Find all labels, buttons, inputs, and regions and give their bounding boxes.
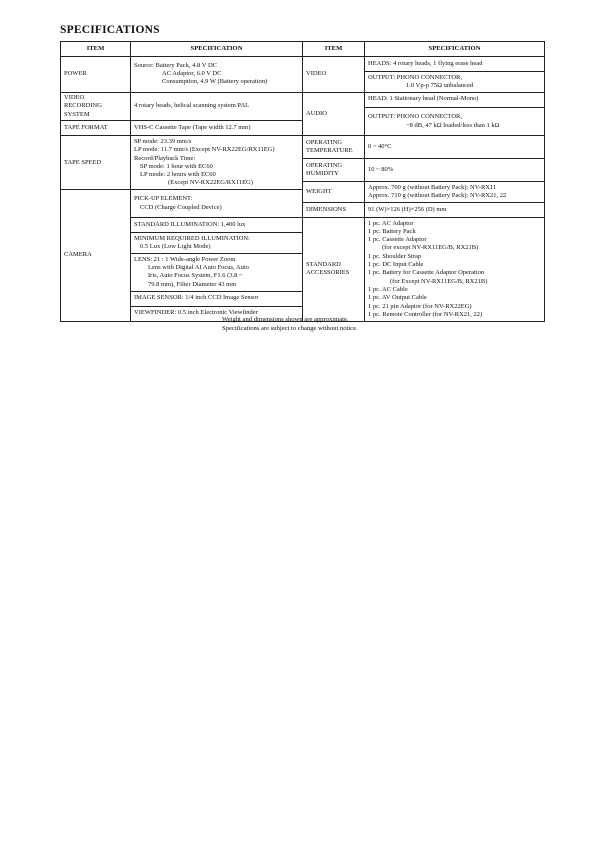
footnote: Weight and dimensions shown are approximate. [222, 316, 349, 323]
video-label: VIDEO [303, 57, 365, 93]
weight-value: Approx. 700 g (without Battery Pack): NV-RX11 Approx. 710 g (without Battery Pack): NV-RX21, 22 [365, 182, 545, 203]
camera-lens-value: LENS: 21 : 1 Wide-angle Power Zoom Lens with Digital AI Auto Focus, Auto Iris, Auto Focus System, F1.6 (3.8 ~ 79.8 mm), Filter Diameter 43 mm [131, 253, 303, 291]
audio-head-value: HEAD: 1 Stationary head (Normal-Mono) [365, 92, 545, 107]
dimensions-value: 91 (W)×126 (H)×256 (D) mm [365, 203, 545, 218]
specifications-table [60, 41, 545, 322]
power-label: POWER [61, 57, 131, 93]
camera-image-sensor-value: IMAGE SENSOR: 1/4 inch CCD Image Sensor [131, 291, 303, 306]
page-title: SPECIFICATIONS [60, 24, 160, 36]
table-row [61, 57, 545, 72]
power-value: Source: Battery Pack, 4.8 V DC AC Adaptor, 6.0 V DC Consumption, 4.9 W (Battery operation) [131, 57, 303, 93]
tape-speed-label: TAPE SPEED [61, 136, 131, 190]
header-row [61, 42, 545, 57]
camera-illumination-value: STANDARD ILLUMINATION: 1,400 lux [131, 218, 303, 233]
camera-label: CAMERA [61, 190, 131, 321]
specification-header: SPECIFICATION [365, 42, 545, 57]
camera-pickup-value: PICK-UP ELEMENT: CCD (Charge Coupled Device) [131, 190, 303, 218]
video-recording-label: VIDEO RECORDING SYSTEM [61, 92, 131, 121]
accessories-value: 1 pc. AC Adaptor 1 pc. Battery Pack 1 pc. Cassette Adaptor (for except NV-RX11EG/B, RX21B) 1 pc. Shoulder Strap 1 pc. DC Input Cable 1 pc. Battery for Cassette Adaptor Operation (for Except NV-RX11EG/B, RX21B) 1 pc. AC Cable 1 pc. AV Output Cable 1 pc. 21 pin Adaptor (for NV-RX22EG) 1 pc. Remote Controller (for NV-RX21, 22) [365, 218, 545, 322]
operating-humidity-value: 10 ~ 80% [365, 159, 545, 182]
audio-output-value: OUTPUT: PHONO CONNECTOR, −8 dB, 47 kΩ loaded/less than 1 kΩ [365, 107, 545, 136]
camera-min-illumination-value: MINIMUM REQUIRED ILLUMINATION: 0.5 Lux (Low Light Mode) [131, 233, 303, 254]
video-output-value: OUTPUT: PHONO CONNECTOR, 1.0 Vp-p 75Ω unbalanced [365, 72, 545, 93]
operating-humidity-label: OPERATING HUMIDITY [303, 159, 365, 182]
table-row [61, 218, 545, 233]
operating-temperature-label: OPERATING TEMPERATURE [303, 136, 365, 159]
dimensions-label: DIMENSIONS [303, 203, 365, 218]
table-row [61, 92, 545, 107]
camera-viewfinder-value: VIEWFINDER: 0.5 inch Electronic Viewfinder [131, 306, 303, 321]
video-heads-value: HEADS: 4 rotary heads, 1 flying erase head [365, 57, 545, 72]
footnote: Specifications are subject to change without notice. [222, 325, 358, 332]
table-row [61, 136, 545, 159]
tape-format-value: VHS-C Cassette Tape (Tape width 12.7 mm) [131, 121, 303, 136]
specification-header: SPECIFICATION [131, 42, 303, 57]
video-recording-value: 4 rotary heads, helical scanning system PAL [131, 92, 303, 121]
item-header: ITEM [61, 42, 131, 57]
item-header: ITEM [303, 42, 365, 57]
accessories-label: STANDARD ACCESSORIES [303, 218, 365, 322]
operating-temperature-value: 0 ~ 40°C [365, 136, 545, 159]
tape-format-label: TAPE FORMAT [61, 121, 131, 136]
audio-label: AUDIO [303, 92, 365, 136]
weight-label: WEIGHT [303, 182, 365, 203]
footnotes [222, 315, 358, 333]
tape-speed-value: SP mode: 23.39 mm/s LP mode: 11.7 mm/s (Except NV-RX22EG/RX11EG) Record/Playback Time: SP mode: 1 hour with EC60 LP mode: 2 hours with EC60 (Except NV-RX22EG/RX11EG) [131, 136, 303, 190]
